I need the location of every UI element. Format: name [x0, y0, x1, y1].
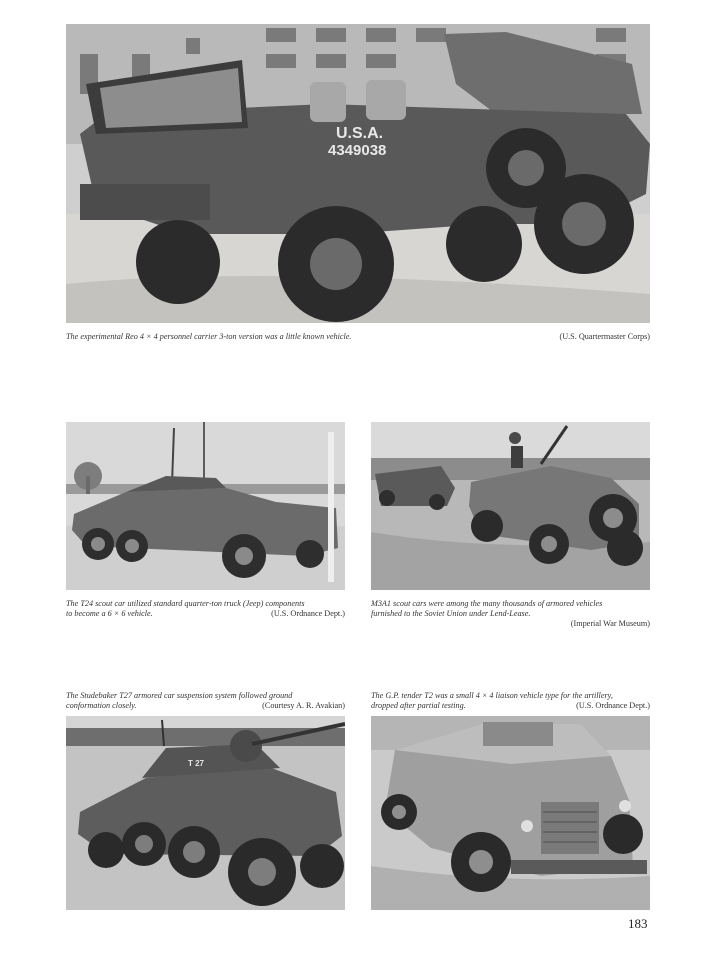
t27-caption-line2: conformation closely. — [66, 701, 137, 710]
m3a1-caption-line1: M3A1 scout cars were among the many thousands of armored vehicles — [371, 599, 603, 608]
reo-credit: (U.S. Quartermaster Corps) — [559, 332, 650, 341]
reo-personnel-carrier-photo — [66, 24, 650, 323]
reo-caption-text: The experimental Reo 4 × 4 personnel carrier 3-ton version was a little known vehicle. — [66, 332, 352, 341]
vehicle-marking-usa: U.S.A. — [336, 125, 384, 142]
t24-caption — [66, 599, 345, 619]
page-number: 183 — [628, 916, 648, 931]
t27-credit: (Courtesy A. R. Avakian) — [262, 701, 345, 710]
t2-caption-line1: The G.P. tender T2 was a small 4 × 4 liaison vehicle type for the artillery, — [371, 691, 613, 700]
t24-caption-line1: The T24 scout car utilized standard quarter-ton truck (Jeep) components — [66, 599, 305, 608]
m3a1-caption — [371, 599, 650, 629]
t27-caption — [66, 691, 345, 711]
t27-caption-line1: The Studebaker T27 armored car suspension system followed ground — [66, 691, 293, 700]
t2-credit: (U.S. Ordnance Dept.) — [576, 701, 650, 710]
t27-vehicle-marking: T 27 — [188, 759, 205, 768]
studebaker-t27-photo — [66, 716, 345, 910]
t24-scout-car-photo — [66, 422, 345, 590]
m3a1-scout-car-photo — [371, 422, 650, 590]
t24-caption-line2: to become a 6 × 6 vehicle. — [66, 609, 153, 618]
t2-caption-line2: dropped after partial testing. — [371, 701, 466, 710]
t24-credit: (U.S. Ordnance Dept.) — [271, 609, 345, 618]
reo-caption — [66, 332, 650, 342]
m3a1-credit: (Imperial War Museum) — [570, 619, 650, 628]
vehicle-marking-number: 4349038 — [328, 142, 387, 159]
gp-tender-t2-photo — [371, 716, 650, 910]
m3a1-caption-line2: furnished to the Soviet Union under Lend-Lease. — [371, 609, 531, 618]
t2-caption — [371, 691, 650, 711]
